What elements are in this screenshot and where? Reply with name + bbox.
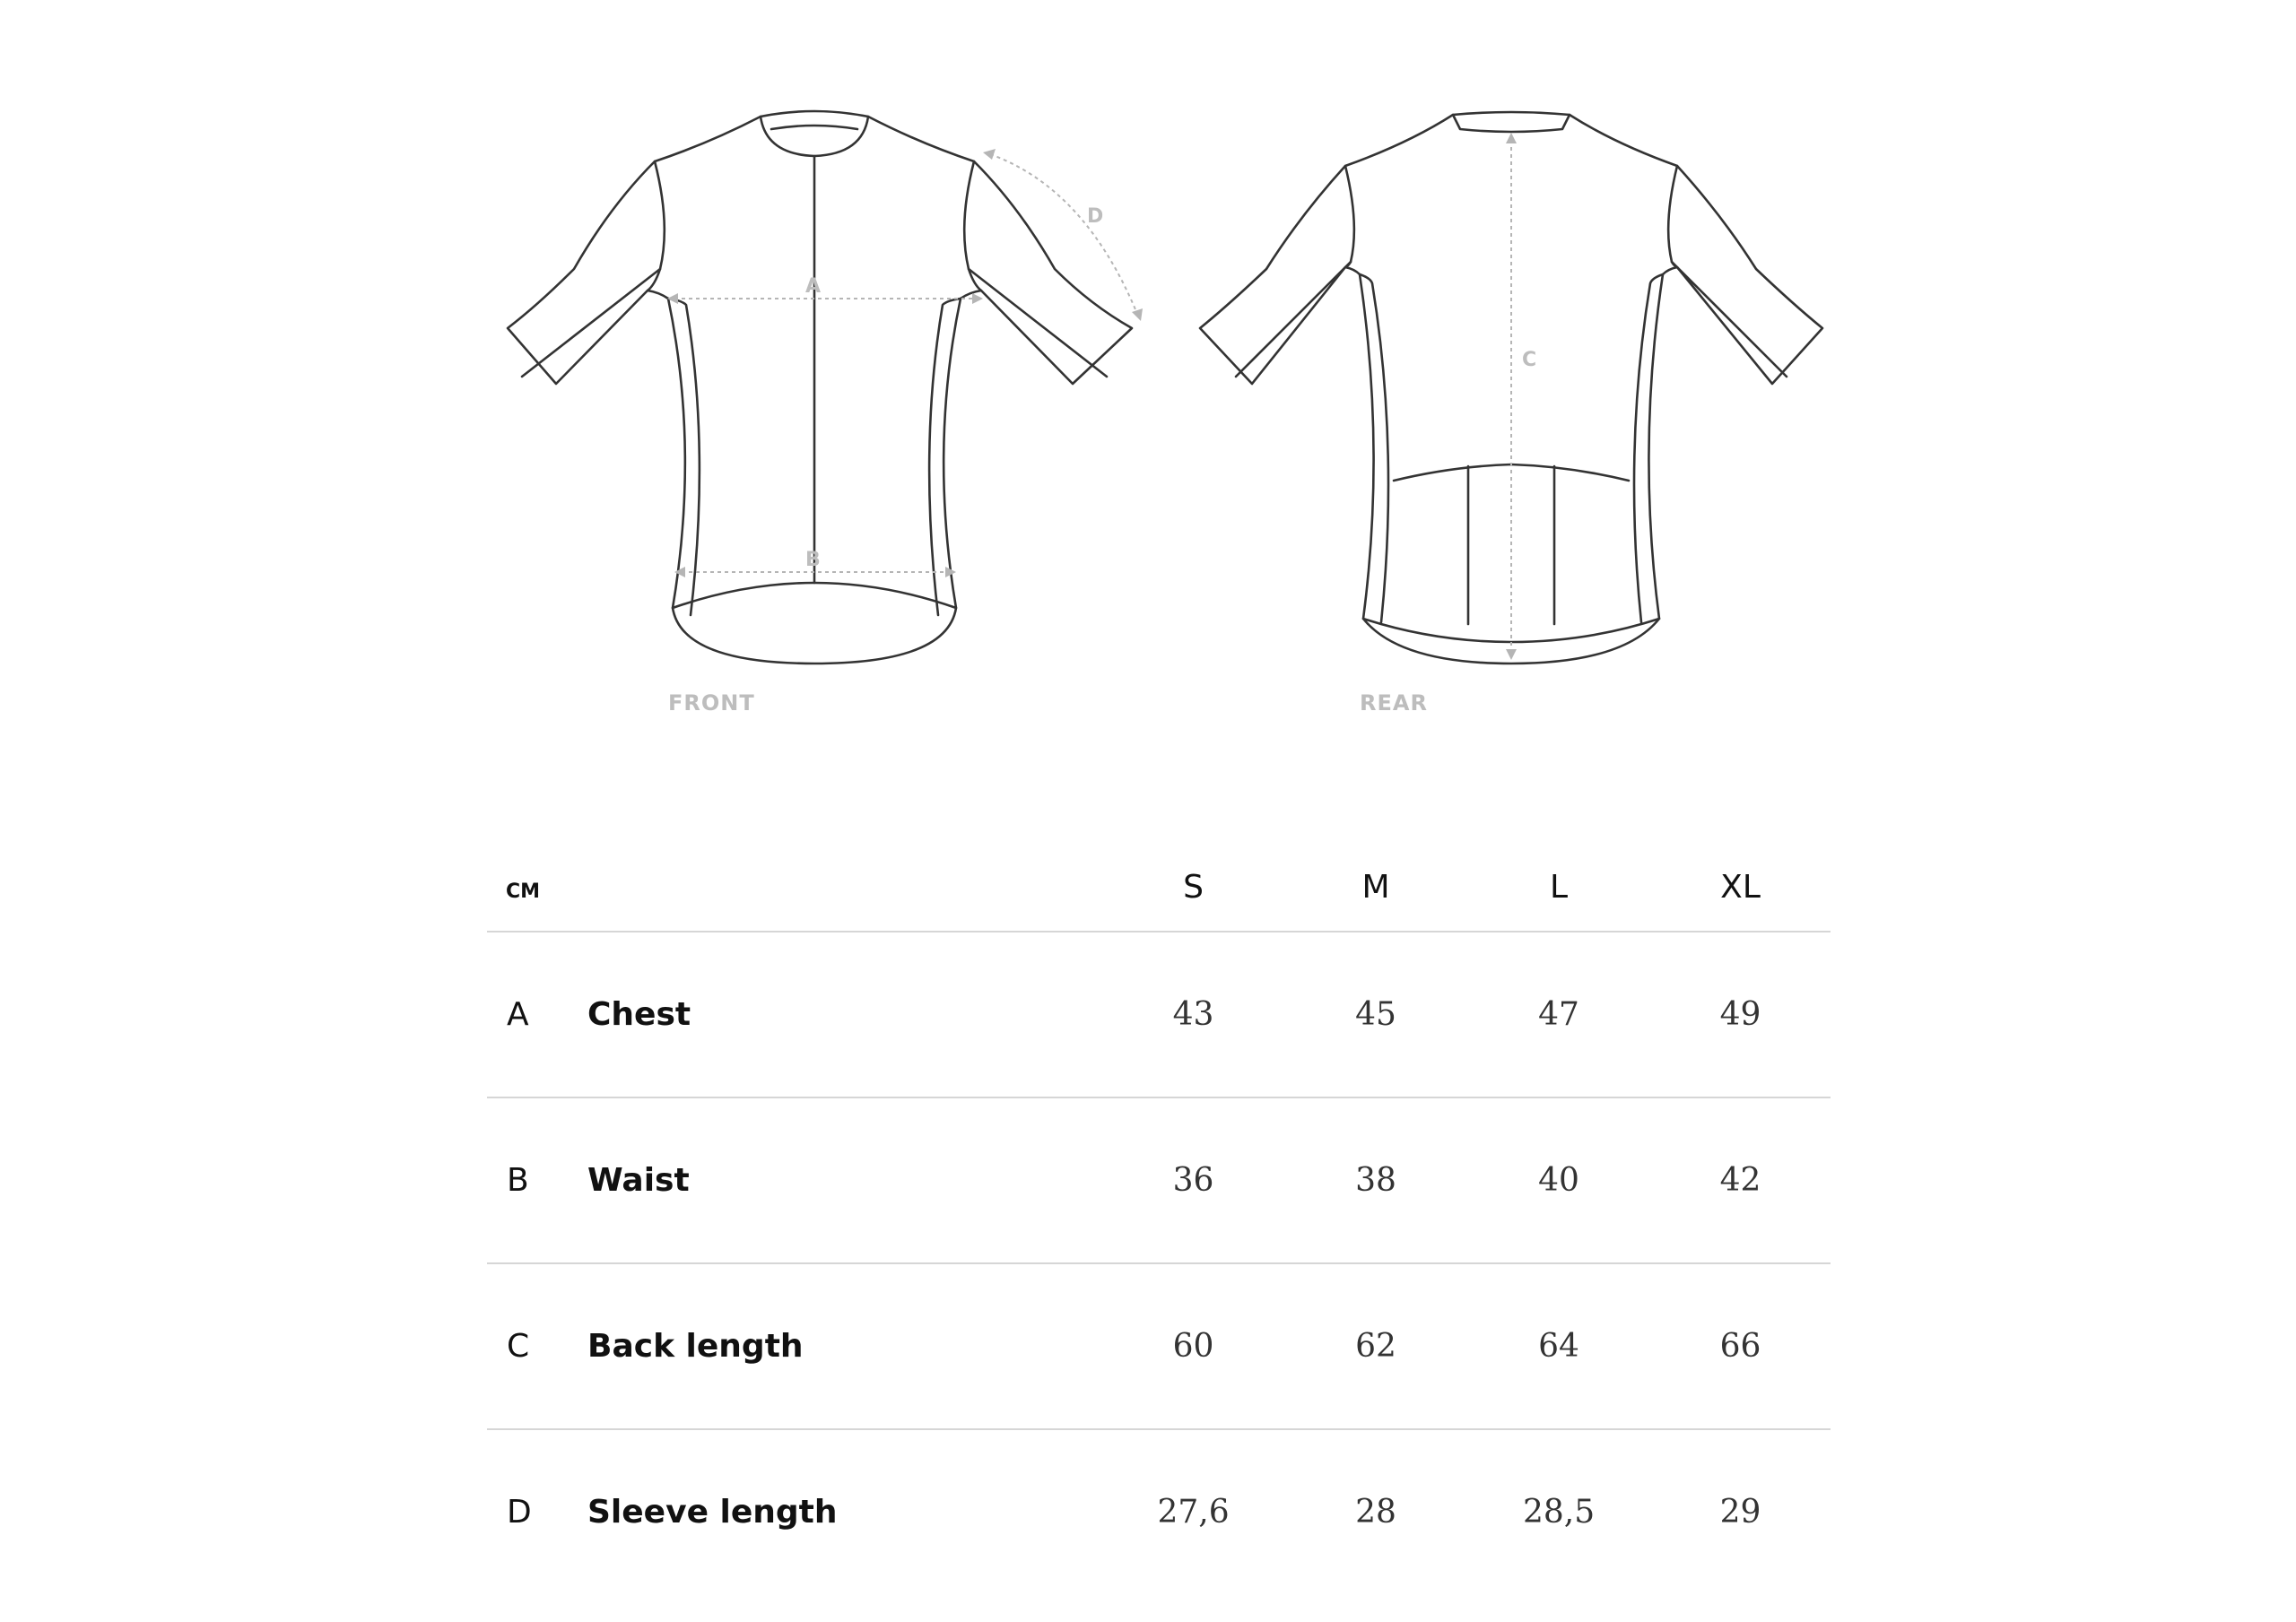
value-cell: 45 [1284, 932, 1467, 1097]
value-cell: 47 [1467, 932, 1650, 1097]
value-cell: 28 [1355, 1494, 1396, 1531]
value-cell: 27,6 [1157, 1494, 1230, 1531]
measurement-name: Back length [587, 1263, 1102, 1429]
jersey-diagram [0, 0, 2296, 771]
size-chart-table [487, 843, 1831, 1594]
table-row-waist [487, 1097, 1831, 1263]
marker-a-label: A [805, 275, 822, 298]
table-row-chest [487, 932, 1831, 1097]
value-cell: 38 [1284, 1097, 1467, 1263]
sleeve-measure-line [983, 149, 1143, 321]
marker-d-label: D [1087, 205, 1104, 228]
value-cell: 64 [1467, 1263, 1650, 1429]
value-cell: 60 [1102, 1263, 1284, 1429]
table-row-sleeve-length [487, 1429, 1831, 1594]
back-length-measure-line [1506, 133, 1517, 660]
size-header-row [487, 843, 1831, 932]
value-cell: 29 [1719, 1494, 1761, 1531]
value-cell: 66 [1650, 1263, 1831, 1429]
marker-b-label: B [805, 549, 821, 571]
unit-label: CM [487, 843, 1102, 932]
measurement-name: Waist [587, 1097, 1102, 1263]
marker-c-label: C [1522, 349, 1537, 371]
size-header-s: S [1102, 843, 1284, 932]
size-header-xl: XL [1650, 843, 1831, 932]
front-jersey-outline [508, 111, 1132, 664]
value-cell: 42 [1650, 1097, 1831, 1263]
value-cell: 36 [1102, 1097, 1284, 1263]
value-cell: 43 [1102, 932, 1284, 1097]
measurement-name: Chest [587, 932, 1102, 1097]
row-code: C [487, 1263, 587, 1429]
value-cell: 28,5 [1522, 1494, 1596, 1531]
value-cell: 49 [1650, 932, 1831, 1097]
value-cell: 62 [1284, 1263, 1467, 1429]
front-view-label: FRONT [668, 690, 755, 716]
value-cell: 40 [1467, 1097, 1650, 1263]
rear-view-label: REAR [1360, 690, 1428, 716]
row-code: D [507, 1494, 532, 1531]
table-row-back-length [487, 1263, 1831, 1429]
size-header-m: M [1284, 843, 1467, 932]
chest-measure-line [667, 293, 983, 304]
measurement-name: Sleeve length [587, 1494, 838, 1531]
row-code: A [487, 932, 587, 1097]
row-code: B [487, 1097, 587, 1263]
size-header-l: L [1467, 843, 1650, 932]
